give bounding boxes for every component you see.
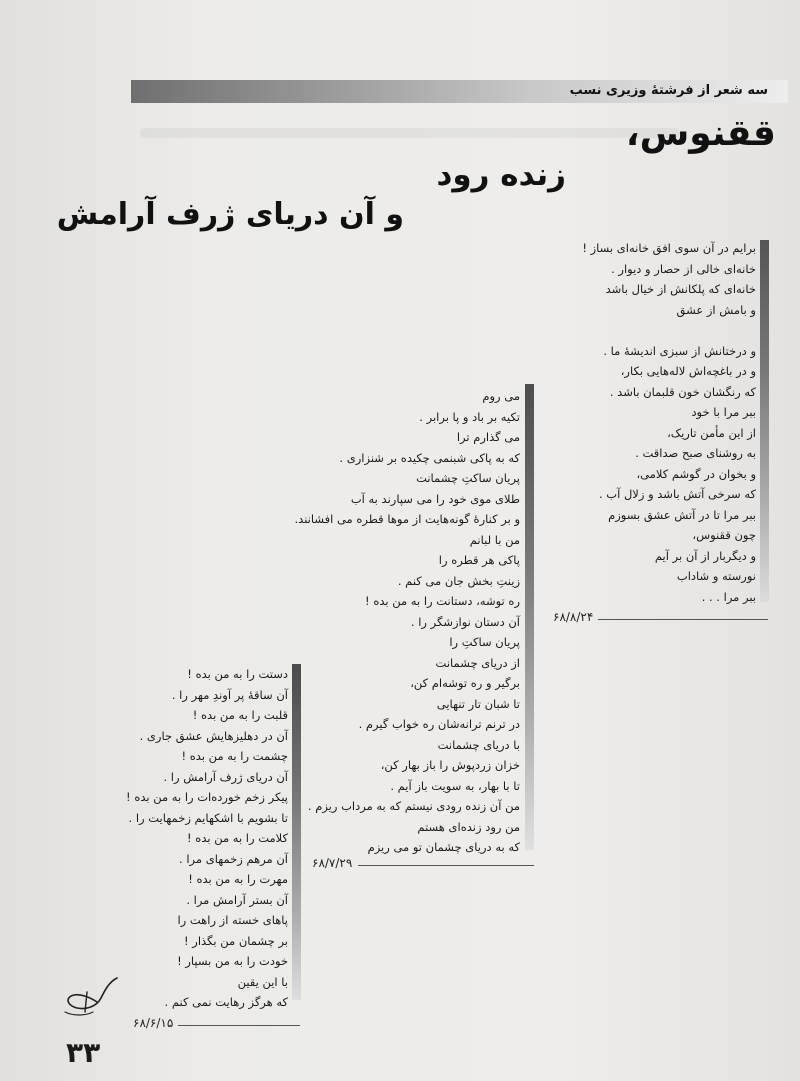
poem1-line: نورسته و شاداب: [676, 569, 756, 583]
poem2-line: طلای موی خود را می سپارند به آب: [350, 491, 520, 506]
poem3-column: [126, 664, 288, 1013]
poem2-line: من با لبانم: [469, 532, 520, 547]
poem3-line: خودت را به من بسپار !: [177, 954, 288, 968]
poem2-line: تکیه بر باد و پا برابر .: [419, 409, 520, 424]
poem3-line: قلبت را به من بده !: [192, 708, 288, 722]
title-line-3: و آن دریای ژرف آرامش: [56, 197, 404, 232]
poem1-line: چون ققنوس،: [692, 528, 756, 542]
poem2-line: تا شبان تار تنهایی: [436, 696, 520, 711]
poem3-line: کلامت را به من بده !: [187, 831, 288, 845]
poem3-line: پاهای خسته از راهت را: [177, 913, 288, 927]
poem1-line: و بامش از عشق: [676, 302, 756, 317]
poem3-line: آن دریای ژرف آرامش را .: [163, 769, 288, 784]
poem2-line: آن دستان نوازشگر را .: [410, 614, 520, 629]
poem1-date: ۶۸/۸/۲۴: [553, 610, 594, 624]
poem3-line: مهرت را به من بده !: [188, 872, 288, 886]
poem1-line: به روشنای صبح صداقت .: [635, 446, 756, 460]
poem1-line: و دیگربار از آن بر آیم: [654, 548, 756, 563]
poem1-line: خانه‌ای که پلکانش از خیال باشد: [605, 282, 756, 296]
poem1-date-rule: [598, 619, 768, 620]
poem2-side-bar: [525, 384, 534, 850]
poem2-line: از دریای چشمانت: [435, 655, 520, 670]
poem2-date: ۶۸/۷/۲۹: [312, 856, 353, 870]
poem2-column: [295, 386, 521, 858]
poem3-line: آن در دهلیزهایش عشق جاری .: [139, 728, 288, 743]
poem2-line: پریان ساکتِ را: [449, 635, 520, 649]
poem1-line: [582, 320, 756, 341]
poem3-line: پیکر زخم خورده‌ات را به من بده !: [126, 790, 288, 804]
poem2-line: من رود زنده‌ای هستم: [417, 819, 520, 834]
poem2-line: با دریای چشمانت: [437, 737, 520, 752]
poem3-line: بر چشمان من بگذار !: [184, 933, 288, 948]
poem2-line: خزان زردپوش را باز بهار کن،: [380, 758, 520, 772]
poem3-line: آن بستر آرامش مرا .: [186, 892, 288, 907]
poem3-date-rule: [178, 1025, 300, 1026]
poem1-line: ببر مرا تا در آتش عشق بسوزم: [608, 507, 756, 522]
poem3-side-bar: [292, 664, 301, 1000]
series-title: سه شعر از فرشتهٔ وزیری نسب: [569, 83, 768, 98]
poem2-line: می روم: [482, 389, 520, 403]
poem3-line: با این یقین: [237, 974, 288, 989]
poem1-line: و بخوان در گوشم کلامی،: [636, 466, 756, 481]
poem2-line: که به دریای چشمان تو می ریزم: [367, 840, 520, 854]
poem2-line: در ترنم ترانه‌شان ره خواب گیرم .: [358, 717, 520, 731]
poem1-column: [582, 238, 756, 607]
poem3-line: تا بشویم با اشکهایم زخمهایت را .: [128, 810, 288, 825]
poem3-line: که هرگز رهایت نمی کنم .: [164, 995, 288, 1009]
poem2-line: که به پاکی شبنمی چکیده بر شنزاری .: [339, 450, 520, 465]
page-number: ۳۳: [66, 1036, 101, 1069]
poem1-line: از این مأمن تاریک،: [667, 425, 756, 440]
poem2-line: پاکی هر قطره را: [438, 553, 520, 567]
title-line-1: ققنوس،: [625, 113, 776, 154]
poem1-line: برایم در آن سوی افق خانه‌ای بساز !: [582, 241, 756, 255]
poem1-line: ببر مرا با خود: [691, 405, 756, 419]
poem2-line: من آن زنده رودی نیستم که به مرداب ریزم .: [307, 799, 520, 813]
poem2-line: برگیر و ره توشه‌ام کن،: [410, 676, 520, 690]
poem2-line: پریان ساکتِ چشمانت: [416, 471, 520, 485]
poem3-date: ۶۸/۶/۱۵: [133, 1016, 174, 1030]
bleed-through-shadow: [140, 128, 680, 138]
poem1-line: و درختانش از سبزی اندیشهٔ ما .: [603, 343, 756, 358]
poem3-line: دستت را به من بده !: [187, 667, 288, 681]
poem1-line: و در باغچه‌اش لاله‌هایی بکار،: [620, 364, 756, 378]
title-line-2: زنده رود: [436, 157, 566, 193]
poem2-line: تا با بهار، به سویت باز آیم .: [390, 778, 520, 793]
poem1-line: خانه‌ای خالی از حصار و دیوار .: [611, 261, 756, 276]
poem3-line: آن ساقهٔ پر آوندِ مهر را .: [171, 687, 288, 702]
poem2-line: می گذارم ترا: [456, 430, 520, 444]
poem3-line: چشمت را به من بده !: [181, 749, 288, 763]
poem2-date-rule: [358, 865, 534, 866]
poem2-line: و بر کنارهٔ گونه‌هایت از موها قطره می افشانند.: [294, 512, 520, 526]
poem1-line: که سرخی آتش باشد و زلال آب .: [598, 487, 756, 501]
signature-mark: [57, 972, 125, 1018]
poem1-side-bar: [760, 240, 769, 602]
header-band: [131, 80, 788, 103]
poem2-line: ره توشه، دستانت را به من بده !: [365, 594, 520, 608]
poem2-line: زینتِ بخش جان می کنم .: [397, 573, 520, 588]
poem1-line: که رنگشان خون قلبمان باشد .: [609, 384, 756, 399]
poem1-line: ببر مرا . . .: [701, 589, 756, 604]
poem3-line: آن مرهم زخمهای مرا .: [179, 851, 288, 866]
